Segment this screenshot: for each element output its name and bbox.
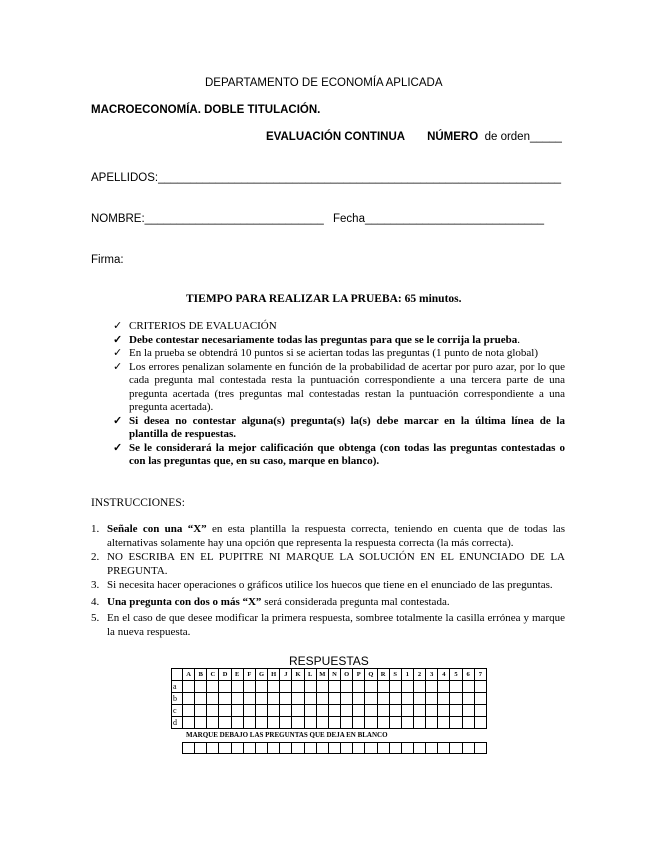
instructions-heading: INSTRUCCIONES: <box>91 497 185 509</box>
instruction-item: 3. Si necesita hacer operaciones o gráficos utilice los huecos que tiene en el enunciado de las preguntas. <box>91 579 553 591</box>
answer-cell[interactable] <box>183 681 195 693</box>
answer-cell[interactable] <box>413 705 425 717</box>
answer-cell[interactable] <box>389 681 401 693</box>
answer-cell[interactable] <box>280 717 292 729</box>
answer-cell[interactable] <box>231 705 243 717</box>
blank-question-cell[interactable] <box>316 743 328 754</box>
blank-questions-grid <box>182 742 487 754</box>
answer-cell[interactable] <box>426 705 438 717</box>
answer-cell[interactable] <box>268 717 280 729</box>
answer-cell[interactable] <box>474 681 486 693</box>
option-row-label: b <box>172 693 183 705</box>
option-row-label: d <box>172 717 183 729</box>
apellidos-field[interactable]: APELLIDOS:_______________________________________________________________ <box>91 172 562 184</box>
answer-cell[interactable] <box>389 705 401 717</box>
answer-cell[interactable] <box>207 693 219 705</box>
question-column-header: L <box>304 669 316 681</box>
blank-question-cell[interactable] <box>353 743 365 754</box>
blank-question-cell[interactable] <box>365 743 377 754</box>
answer-cell[interactable] <box>450 693 462 705</box>
answer-cell[interactable] <box>462 717 474 729</box>
question-column-header: F <box>243 669 255 681</box>
question-column-header: N <box>328 669 340 681</box>
check-icon: ✓ <box>113 441 123 454</box>
question-column-header: O <box>341 669 353 681</box>
instructions-list <box>91 523 565 639</box>
question-column-header: J <box>280 669 292 681</box>
answer-grid <box>171 668 487 729</box>
answer-cell[interactable] <box>413 693 425 705</box>
answer-cell[interactable] <box>255 717 267 729</box>
answer-cell[interactable] <box>365 705 377 717</box>
answer-cell[interactable] <box>195 693 207 705</box>
answer-cell[interactable] <box>413 717 425 729</box>
check-icon: ✓ <box>113 360 123 373</box>
answer-cell[interactable] <box>183 717 195 729</box>
answer-cell[interactable] <box>341 693 353 705</box>
answer-cell[interactable] <box>401 693 413 705</box>
answer-cell[interactable] <box>401 705 413 717</box>
answer-cell[interactable] <box>304 693 316 705</box>
question-column-header: 7 <box>474 669 486 681</box>
blank-question-cell[interactable] <box>255 743 267 754</box>
answer-cell[interactable] <box>401 717 413 729</box>
question-column-header: Q <box>365 669 377 681</box>
blank-question-cell[interactable] <box>341 743 353 754</box>
answer-cell[interactable] <box>195 705 207 717</box>
answer-cell[interactable] <box>219 705 231 717</box>
question-column-header: E <box>231 669 243 681</box>
answer-cell[interactable] <box>219 681 231 693</box>
criteria-item: ✓ Debe contestar necesariamente todas las preguntas para que se le corrija la prueba. <box>113 333 520 346</box>
answer-cell[interactable] <box>341 717 353 729</box>
evaluation-label: EVALUACIÓN CONTINUA <box>266 131 406 143</box>
answer-row <box>172 705 487 717</box>
answer-cell[interactable] <box>438 717 450 729</box>
answer-cell[interactable] <box>328 693 340 705</box>
criteria-item: ✓ Si desea no contestar alguna(s) pregunta(s) la(s) debe marcar en la última línea de la plantilla de respuestas. <box>113 414 565 440</box>
question-column-header: K <box>292 669 304 681</box>
answer-cell[interactable] <box>195 681 207 693</box>
answer-cell[interactable] <box>207 705 219 717</box>
answer-cell[interactable] <box>316 717 328 729</box>
answer-cell[interactable] <box>255 705 267 717</box>
answer-cell[interactable] <box>183 693 195 705</box>
answer-cell[interactable] <box>255 681 267 693</box>
criteria-item: ✓ En la prueba se obtendrá 10 puntos si se aciertan todas las preguntas (1 punto de nota global) <box>113 347 539 359</box>
answer-cell[interactable] <box>255 693 267 705</box>
answer-cell[interactable] <box>389 693 401 705</box>
answer-cell[interactable] <box>292 705 304 717</box>
department-title: DEPARTAMENTO DE ECONOMÍA APLICADA <box>205 77 443 89</box>
answer-cell[interactable] <box>231 717 243 729</box>
answer-cell[interactable] <box>316 693 328 705</box>
check-icon: ✓ <box>113 333 123 346</box>
answer-sheet-title: RESPUESTAS <box>289 654 369 668</box>
blank-question-cell[interactable] <box>474 743 486 754</box>
number-label: NÚMERO <box>427 131 479 143</box>
option-row-label: a <box>172 681 183 693</box>
answer-cell[interactable] <box>426 717 438 729</box>
answer-cell[interactable] <box>365 681 377 693</box>
course-title: MACROECONOMÍA. DOBLE TITULACIÓN. <box>91 104 321 116</box>
answer-grid-header <box>172 669 487 681</box>
answer-cell[interactable] <box>401 681 413 693</box>
answer-cell[interactable] <box>353 705 365 717</box>
question-column-header: D <box>219 669 231 681</box>
evaluation-line <box>266 131 562 143</box>
answer-cell[interactable] <box>462 693 474 705</box>
criteria-list <box>113 320 565 469</box>
criteria-item: ✓ Se le considerará la mejor calificación que obtenga (con todas las preguntas contestadas o con las preguntas que, en su caso, marque en blanco). <box>113 441 565 467</box>
question-column-header: 1 <box>401 669 413 681</box>
instruction-item: 2. NO ESCRIBA EN EL PUPITRE NI MARQUE LA SOLUCIÓN EN EL ENUNCIADO DE LA PREGUNTA. <box>91 551 565 577</box>
answer-cell[interactable] <box>438 681 450 693</box>
fecha-field[interactable]: Fecha____________________________ <box>333 213 545 225</box>
grid-corner <box>172 669 183 681</box>
answer-cell[interactable] <box>462 681 474 693</box>
blank-question-cell[interactable] <box>328 743 340 754</box>
blank-question-cell[interactable] <box>413 743 425 754</box>
question-column-header: M <box>316 669 328 681</box>
question-column-header: R <box>377 669 389 681</box>
answer-cell[interactable] <box>353 693 365 705</box>
answer-cell[interactable] <box>207 681 219 693</box>
blank-question-cell[interactable] <box>292 743 304 754</box>
blank-question-cell[interactable] <box>183 743 195 754</box>
answer-cell[interactable] <box>195 717 207 729</box>
blank-question-cell[interactable] <box>231 743 243 754</box>
blank-question-cell[interactable] <box>195 743 207 754</box>
criteria-item: ✓ CRITERIOS DE EVALUACIÓN <box>113 320 277 332</box>
answer-row <box>172 717 487 729</box>
check-icon: ✓ <box>113 320 123 332</box>
answer-cell[interactable] <box>462 705 474 717</box>
answer-cell[interactable] <box>292 717 304 729</box>
option-row-label: c <box>172 705 183 717</box>
question-column-header: 2 <box>413 669 425 681</box>
answer-cell[interactable] <box>328 681 340 693</box>
blank-question-cell[interactable] <box>462 743 474 754</box>
criteria-item: ✓ Los errores penalizan solamente en función de la probabilidad de acertar por puro azar, por lo que cada pregunta mal contestada resta la puntuación correspondiente a una tercera parte de una pregunta acertada (tres preguntas mal contestadas restan la puntuación correspondiente a una pregunta acertada). <box>113 360 565 413</box>
answer-cell[interactable] <box>328 705 340 717</box>
question-column-header: A <box>183 669 195 681</box>
answer-cell[interactable] <box>377 681 389 693</box>
blank-question-cell[interactable] <box>243 743 255 754</box>
answer-cell[interactable] <box>450 681 462 693</box>
answer-cell[interactable] <box>474 705 486 717</box>
answer-cell[interactable] <box>243 705 255 717</box>
answer-cell[interactable] <box>304 681 316 693</box>
answer-cell[interactable] <box>292 681 304 693</box>
answer-cell[interactable] <box>292 693 304 705</box>
answer-cell[interactable] <box>243 717 255 729</box>
answer-cell[interactable] <box>219 693 231 705</box>
blank-question-cell[interactable] <box>450 743 462 754</box>
answer-cell[interactable] <box>426 681 438 693</box>
answer-cell[interactable] <box>304 705 316 717</box>
answer-cell[interactable] <box>207 717 219 729</box>
answer-cell[interactable] <box>243 681 255 693</box>
check-icon: ✓ <box>113 414 123 427</box>
answer-cell[interactable] <box>268 681 280 693</box>
answer-cell[interactable] <box>268 693 280 705</box>
question-column-header: 4 <box>438 669 450 681</box>
order-number-field[interactable]: de orden_____ <box>484 131 562 143</box>
answer-cell[interactable] <box>183 705 195 717</box>
blank-question-cell[interactable] <box>426 743 438 754</box>
blank-question-cell[interactable] <box>401 743 413 754</box>
blank-questions-label: MARQUE DEBAJO LAS PREGUNTAS QUE DEJA EN BLANCO <box>186 731 388 739</box>
answer-cell[interactable] <box>474 717 486 729</box>
question-column-header: G <box>255 669 267 681</box>
blank-question-cell[interactable] <box>219 743 231 754</box>
time-notice: TIEMPO PARA REALIZAR LA PRUEBA: 65 minutos. <box>186 293 462 305</box>
question-column-header: P <box>353 669 365 681</box>
question-column-header: H <box>268 669 280 681</box>
answer-cell[interactable] <box>316 705 328 717</box>
answer-cell[interactable] <box>316 681 328 693</box>
answer-cell[interactable] <box>280 681 292 693</box>
answer-row <box>172 693 487 705</box>
firma-field[interactable]: Firma: <box>91 254 124 266</box>
question-column-header: S <box>389 669 401 681</box>
blank-question-cell[interactable] <box>377 743 389 754</box>
answer-cell[interactable] <box>341 705 353 717</box>
question-column-header: C <box>207 669 219 681</box>
blank-question-cell[interactable] <box>280 743 292 754</box>
answer-row <box>172 681 487 693</box>
answer-cell[interactable] <box>280 693 292 705</box>
answer-cell[interactable] <box>280 705 292 717</box>
answer-cell[interactable] <box>450 717 462 729</box>
question-column-header: 5 <box>450 669 462 681</box>
question-column-header: 6 <box>462 669 474 681</box>
answer-cell[interactable] <box>389 717 401 729</box>
answer-cell[interactable] <box>426 693 438 705</box>
instruction-item: 1. Señale con una “X” en esta plantilla la respuesta correcta, teniendo en cuenta que de todas las alternativas solamente hay una opción que representa la respuesta correcta (la más correcta). <box>91 523 565 549</box>
answer-cell[interactable] <box>438 693 450 705</box>
question-column-header: 3 <box>426 669 438 681</box>
answer-cell[interactable] <box>231 693 243 705</box>
check-icon: ✓ <box>113 347 123 359</box>
answer-cell[interactable] <box>438 705 450 717</box>
answer-cell[interactable] <box>268 705 280 717</box>
instruction-item: 5. En el caso de que desee modificar la primera respuesta, sombree totalmente la casilla errónea y marque la nueva respuesta. <box>91 612 565 638</box>
blank-question-cell[interactable] <box>389 743 401 754</box>
answer-cell[interactable] <box>474 693 486 705</box>
answer-cell[interactable] <box>377 717 389 729</box>
answer-cell[interactable] <box>450 705 462 717</box>
blank-question-cell[interactable] <box>207 743 219 754</box>
answer-cell[interactable] <box>377 705 389 717</box>
blank-question-cell[interactable] <box>268 743 280 754</box>
answer-cell[interactable] <box>341 681 353 693</box>
answer-cell[interactable] <box>353 717 365 729</box>
answer-cell[interactable] <box>243 693 255 705</box>
answer-cell[interactable] <box>377 693 389 705</box>
answer-cell[interactable] <box>328 717 340 729</box>
answer-cell[interactable] <box>219 717 231 729</box>
blank-question-cell[interactable] <box>304 743 316 754</box>
answer-cell[interactable] <box>231 681 243 693</box>
answer-cell[interactable] <box>365 717 377 729</box>
answer-cell[interactable] <box>353 681 365 693</box>
blank-question-cell[interactable] <box>438 743 450 754</box>
question-column-header: B <box>195 669 207 681</box>
answer-cell[interactable] <box>365 693 377 705</box>
answer-cell[interactable] <box>304 717 316 729</box>
answer-cell[interactable] <box>413 681 425 693</box>
nombre-field[interactable]: NOMBRE:____________________________ <box>91 213 324 225</box>
instruction-item: 4. Una pregunta con dos o más “X” será considerada pregunta mal contestada. <box>91 595 450 608</box>
